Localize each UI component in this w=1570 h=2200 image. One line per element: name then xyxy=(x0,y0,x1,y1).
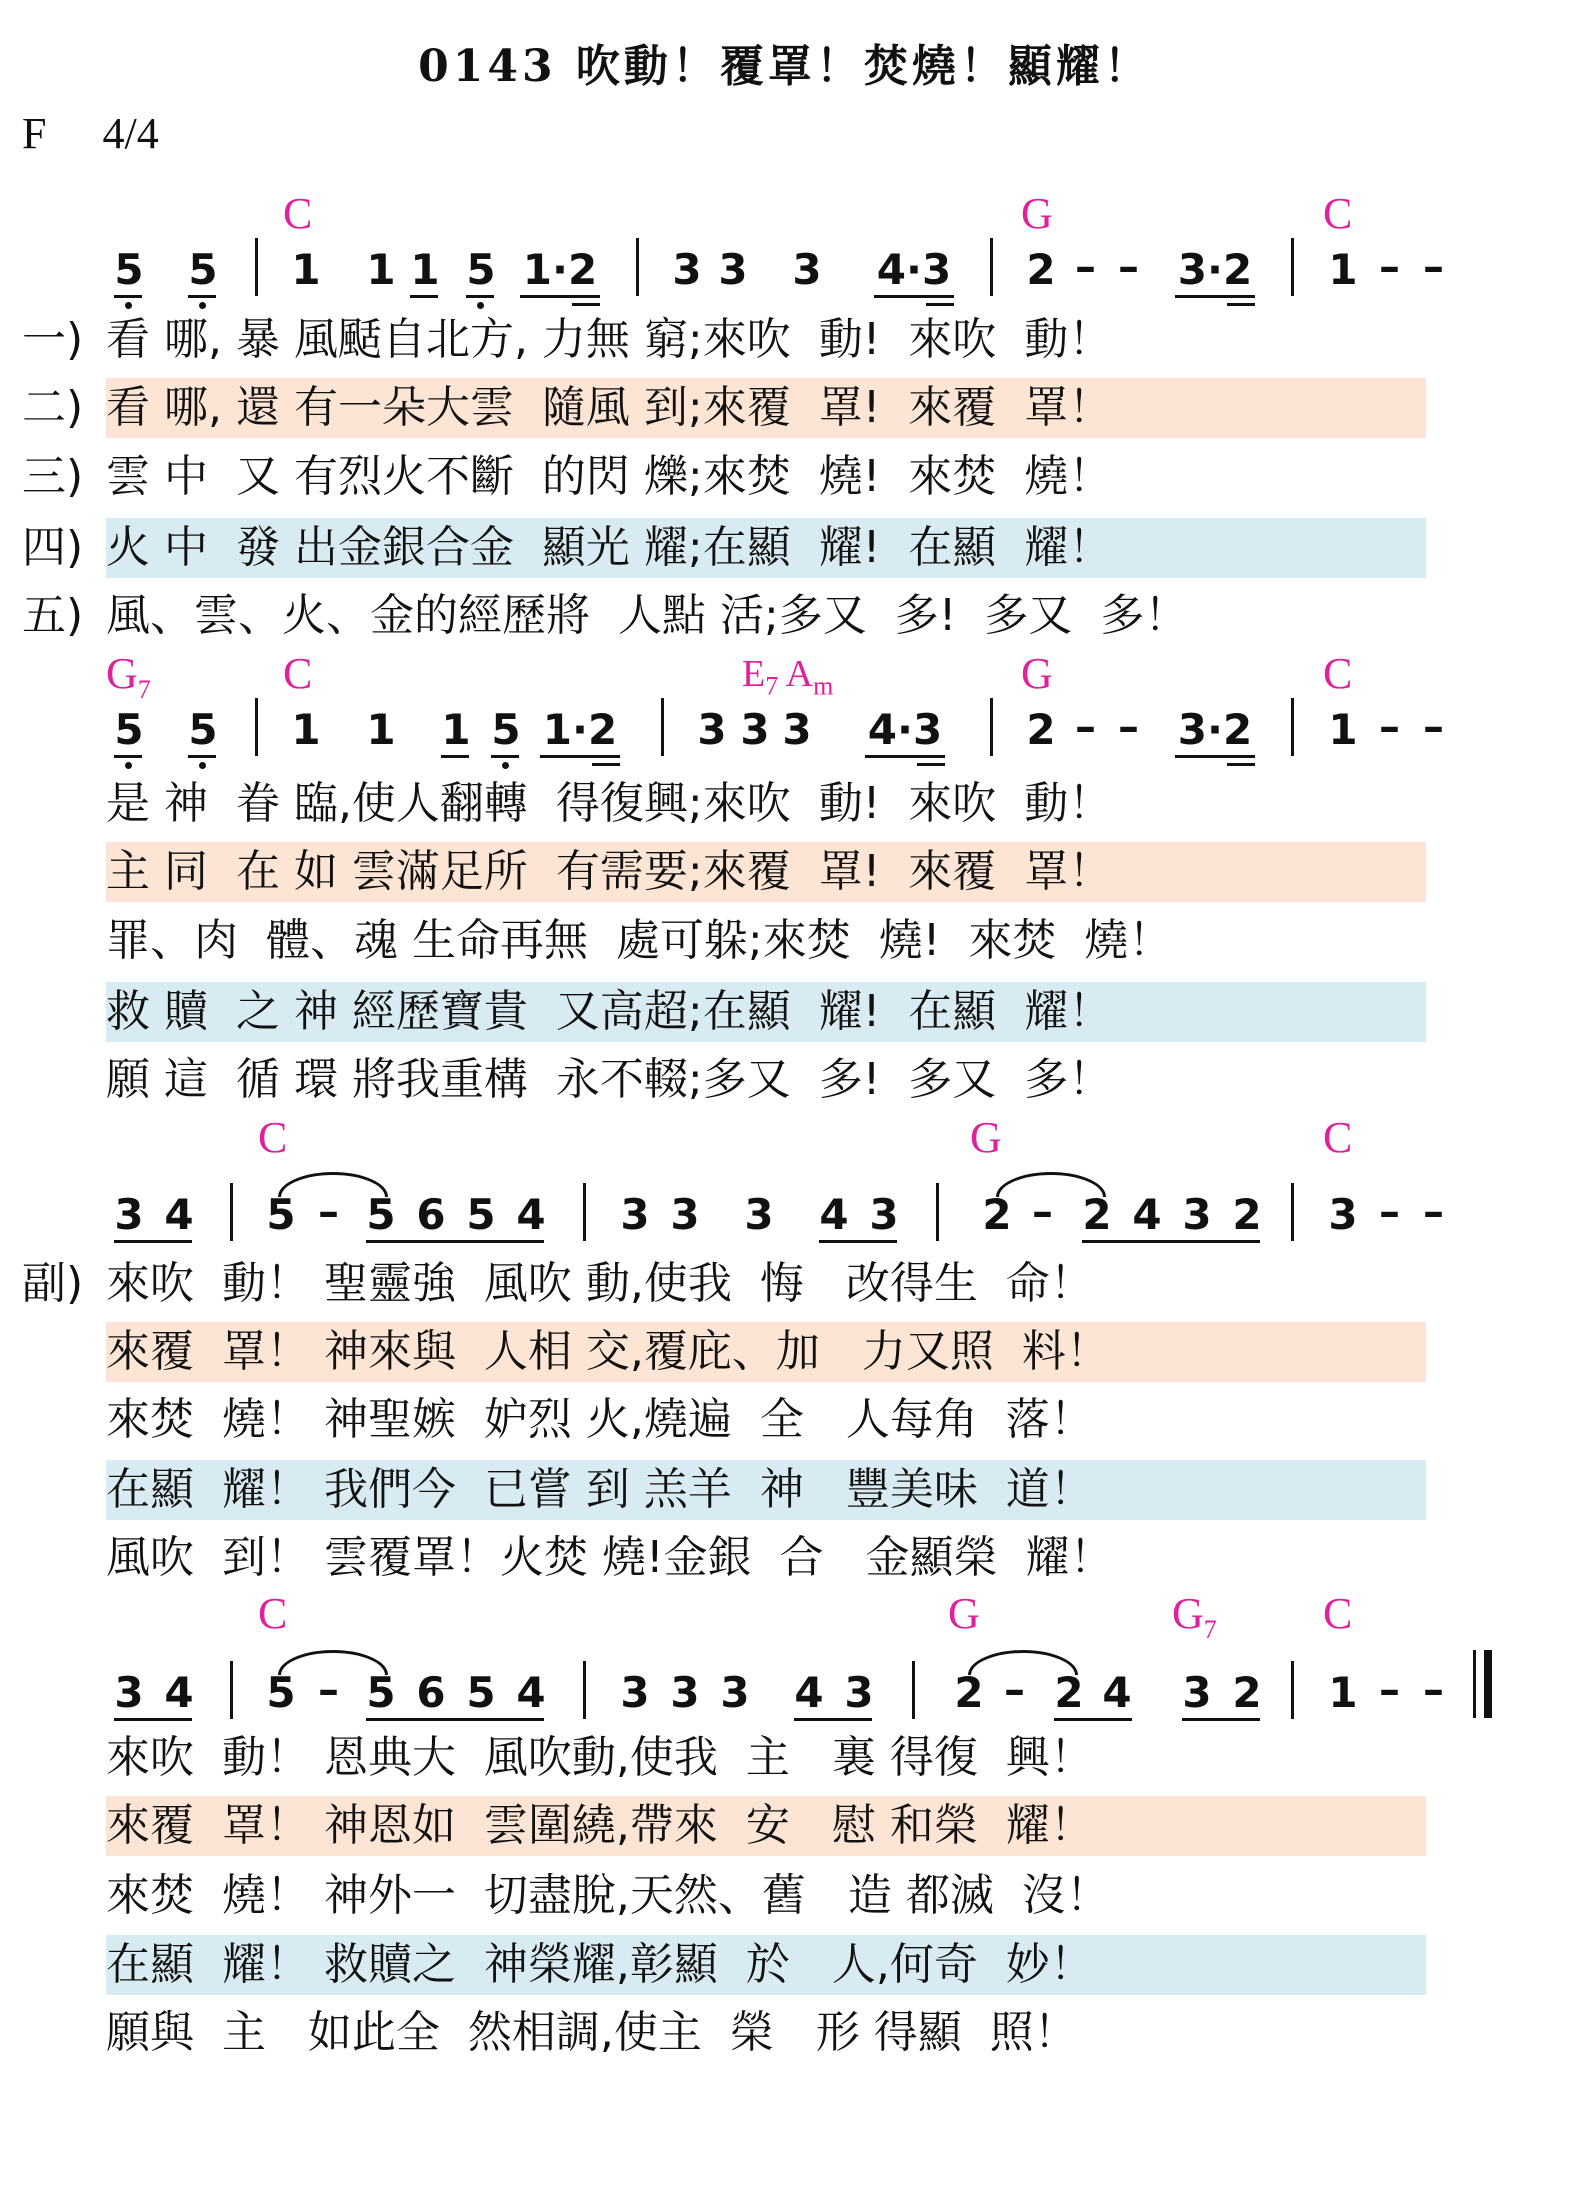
note: 5 xyxy=(366,1668,396,1717)
key: F xyxy=(22,109,47,158)
barline xyxy=(661,698,664,756)
lyric-line: 看 哪, 暴 風颳自北方, 力無 窮;來吹 動! 來吹 動！ xyxy=(106,314,1113,365)
chord: C xyxy=(283,649,313,698)
dash: – xyxy=(1379,702,1400,751)
lyric-line: 來吹 動！ 聖靈強 風吹 動,使我 悔 改得生 命！ xyxy=(106,1258,1094,1309)
barline xyxy=(230,1183,233,1241)
verse-label: 四) xyxy=(22,522,84,573)
dash: – xyxy=(318,1665,339,1714)
underline xyxy=(917,763,945,766)
dash: – xyxy=(1118,242,1139,291)
underline xyxy=(366,1240,544,1243)
underline xyxy=(1175,295,1255,298)
verse-label: 二) xyxy=(22,382,84,433)
chord: G xyxy=(970,1113,1002,1162)
chord: G xyxy=(948,1589,980,1638)
dash: – xyxy=(318,1187,339,1236)
note: 1 xyxy=(441,705,471,754)
note: 3 xyxy=(114,1668,144,1717)
lyric-line: 風吹 到！ 雲覆罩！火焚 燒!金銀 合 金顯榮 耀！ xyxy=(106,1532,1114,1583)
barline xyxy=(1291,1661,1294,1719)
note: 2 xyxy=(1082,1190,1112,1239)
note: 2 xyxy=(1232,1190,1262,1239)
chord-suffix: 7 xyxy=(765,671,779,701)
underline xyxy=(188,755,216,758)
note: 2 xyxy=(982,1190,1012,1239)
note: 5 xyxy=(366,1190,396,1239)
chorus-label: 副) xyxy=(22,1258,84,1309)
barline xyxy=(636,238,639,296)
chord-suffix: m xyxy=(813,671,834,701)
underline xyxy=(114,1718,192,1721)
lyric-line: 來覆 罩！ 神恩如 雲圍繞,帶來 安 慰 和榮 耀！ xyxy=(106,1800,1094,1851)
note: 5 xyxy=(188,245,218,294)
note: 1 xyxy=(366,705,396,754)
verse-label: 五) xyxy=(22,590,84,641)
note: 3 xyxy=(620,1190,650,1239)
barline xyxy=(583,1183,586,1241)
note: 5 xyxy=(266,1190,296,1239)
barline xyxy=(990,698,993,756)
note: 2 xyxy=(1232,1668,1262,1717)
barline xyxy=(1291,238,1294,296)
dot xyxy=(502,762,509,769)
note: 1 xyxy=(1328,705,1358,754)
note: 1 xyxy=(291,245,321,294)
note: 1 xyxy=(366,245,396,294)
note: 5 xyxy=(266,1668,296,1717)
note: 1 xyxy=(410,245,440,294)
dash: – xyxy=(1379,1665,1400,1714)
note: 5 xyxy=(114,705,144,754)
note: 4 xyxy=(1102,1668,1132,1717)
note: 1 xyxy=(1328,245,1358,294)
underline xyxy=(466,295,494,298)
note: 3 xyxy=(1182,1668,1212,1717)
note: 1 xyxy=(291,705,321,754)
note: 3 xyxy=(740,705,770,754)
barline xyxy=(1291,698,1294,756)
dot xyxy=(125,302,132,309)
underline xyxy=(1182,1718,1260,1721)
underline xyxy=(520,295,600,298)
chord: C xyxy=(1323,189,1353,238)
lyric-line: 火 中 發 出金銀合金 顯光 耀;在顯 耀! 在顯 耀！ xyxy=(106,522,1113,573)
note: 3 xyxy=(114,1190,144,1239)
note: 3 xyxy=(744,1190,774,1239)
underline xyxy=(1054,1718,1132,1721)
underline xyxy=(926,303,954,306)
underline xyxy=(366,1718,544,1721)
key-signature xyxy=(22,108,159,159)
note: 3·2 xyxy=(1177,245,1253,294)
note: 3·2 xyxy=(1177,705,1253,754)
note: 3 xyxy=(620,1668,650,1717)
barline xyxy=(990,238,993,296)
underline xyxy=(114,1240,192,1243)
underline xyxy=(410,295,438,298)
note: 5 xyxy=(491,705,521,754)
underline xyxy=(1082,1240,1260,1243)
final-barline-thick xyxy=(1484,1650,1492,1718)
time-signature: 4/4 xyxy=(102,109,159,158)
underline xyxy=(1227,303,1255,306)
note: 4 xyxy=(516,1190,546,1239)
note: 5 xyxy=(466,1668,496,1717)
lyric-line: 願與 主 如此全 然相調,使主 榮 形 得顯 照！ xyxy=(106,2007,1078,2058)
note: 3 xyxy=(697,705,727,754)
note: 4·3 xyxy=(876,245,952,294)
note: 2 xyxy=(1054,1668,1084,1717)
chord-letter: G xyxy=(106,649,138,698)
dash: – xyxy=(1423,1187,1444,1236)
verse-label: 三) xyxy=(22,451,84,502)
note: 1·2 xyxy=(522,245,598,294)
dash: – xyxy=(1075,242,1096,291)
chord xyxy=(106,648,151,705)
chord: C xyxy=(258,1113,288,1162)
note: 3 xyxy=(782,705,812,754)
underline xyxy=(540,755,620,758)
barline xyxy=(912,1661,915,1719)
lyric-line: 看 哪, 還 有一朵大雲 隨風 到;來覆 罩! 來覆 罩！ xyxy=(106,382,1113,433)
chord: C xyxy=(1323,1589,1353,1638)
barline xyxy=(1291,1183,1294,1241)
dot xyxy=(199,762,206,769)
underline xyxy=(865,755,945,758)
note: 3 xyxy=(792,245,822,294)
lyric-line: 救 贖 之 神 經歷寶貴 又高超;在顯 耀! 在顯 耀！ xyxy=(106,986,1113,1037)
chord-suffix: 7 xyxy=(137,674,151,704)
underline xyxy=(491,755,519,758)
note: 4 xyxy=(164,1190,194,1239)
note: 4 xyxy=(516,1668,546,1717)
note: 3 xyxy=(670,1190,700,1239)
underline xyxy=(1175,755,1255,758)
note: 3 xyxy=(1328,1190,1358,1239)
dot xyxy=(125,762,132,769)
dash: – xyxy=(1423,702,1444,751)
note: 1 xyxy=(1328,1668,1358,1717)
lyric-line: 來焚 燒！ 神聖嫉 妒烈 火,燒遍 全 人每角 落！ xyxy=(106,1394,1094,1445)
barline xyxy=(230,1661,233,1719)
lyric-line: 風、雲、火、金的經歷將 人點 活;多又 多! 多又 多！ xyxy=(106,590,1189,641)
lyric-line: 罪、肉 體、魂 生命再無 處可躲;來焚 燒! 來焚 燒！ xyxy=(106,915,1173,966)
underline xyxy=(1227,763,1255,766)
note: 5 xyxy=(188,705,218,754)
note: 3 xyxy=(1182,1190,1212,1239)
note: 4 xyxy=(1132,1190,1162,1239)
chord-suffix: 7 xyxy=(1203,1614,1217,1644)
underline xyxy=(874,295,954,298)
verse-label: 一) xyxy=(22,314,84,365)
note: 3 xyxy=(672,245,702,294)
dot xyxy=(477,302,484,309)
underline xyxy=(188,295,216,298)
underline xyxy=(572,303,600,306)
note: 5 xyxy=(114,245,144,294)
note: 1·2 xyxy=(542,705,618,754)
lyric-line: 在顯 耀！ 我們今 已嘗 到 羔羊 神 豐美味 道！ xyxy=(106,1464,1094,1515)
dot xyxy=(199,302,206,309)
chord xyxy=(742,652,833,702)
note: 3 xyxy=(718,245,748,294)
lyric-line: 主 同 在 如 雲滿足所 有需要;來覆 罩! 來覆 罩！ xyxy=(106,846,1113,897)
underline xyxy=(819,1240,897,1243)
note: 3 xyxy=(720,1668,750,1717)
lyric-line: 是 神 眷 臨,使人翻轉 得復興;來吹 動! 來吹 動！ xyxy=(106,778,1113,829)
final-barline-thin xyxy=(1473,1650,1476,1718)
lyric-line: 來吹 動！ 恩典大 風吹動,使我 主 裏 得復 興！ xyxy=(106,1732,1094,1783)
underline xyxy=(114,295,142,298)
dash: – xyxy=(1379,242,1400,291)
dash: – xyxy=(1075,702,1096,751)
dash: – xyxy=(1423,1665,1444,1714)
dash: – xyxy=(1004,1665,1025,1714)
dash: – xyxy=(1118,702,1139,751)
chord: G xyxy=(1021,649,1053,698)
dash: – xyxy=(1423,242,1444,291)
lyric-line: 來焚 燒！ 神外一 切盡脫,天然、舊 造 都滅 沒！ xyxy=(106,1870,1110,1921)
note: 4 xyxy=(794,1668,824,1717)
barline xyxy=(583,1661,586,1719)
note: 2 xyxy=(1026,245,1056,294)
barline xyxy=(936,1183,939,1241)
lyric-line: 雲 中 又 有烈火不斷 的閃 爍;來焚 燒! 來焚 燒！ xyxy=(106,451,1113,502)
chord-letter: E xyxy=(742,653,766,695)
underline xyxy=(794,1718,872,1721)
note: 4 xyxy=(819,1190,849,1239)
note: 6 xyxy=(416,1190,446,1239)
underline xyxy=(441,755,469,758)
underline xyxy=(592,763,620,766)
chord xyxy=(1172,1588,1217,1645)
chord-letter: A xyxy=(785,653,814,695)
note: 5 xyxy=(466,1190,496,1239)
chord: C xyxy=(1323,1113,1353,1162)
note: 4 xyxy=(164,1668,194,1717)
note: 2 xyxy=(1026,705,1056,754)
barline xyxy=(255,238,258,296)
note: 4·3 xyxy=(867,705,943,754)
chord: C xyxy=(1323,649,1353,698)
note: 5 xyxy=(466,245,496,294)
underline xyxy=(114,755,142,758)
note: 3 xyxy=(869,1190,899,1239)
lyric-line: 在顯 耀！ 救贖之 神榮耀,彰顯 於 人,何奇 妙！ xyxy=(106,1939,1094,1990)
lyric-line: 來覆 罩！ 神來與 人相 交,覆庇、加 力又照 料！ xyxy=(106,1326,1110,1377)
dash: – xyxy=(1379,1187,1400,1236)
note: 3 xyxy=(670,1668,700,1717)
dash: – xyxy=(1032,1187,1053,1236)
note: 6 xyxy=(416,1668,446,1717)
chord: C xyxy=(283,189,313,238)
barline xyxy=(255,698,258,756)
chord: G xyxy=(1021,189,1053,238)
chord: C xyxy=(258,1589,288,1638)
song-title: 0143 吹動！覆罩！焚燒！顯耀！ xyxy=(418,41,1152,92)
note: 3 xyxy=(844,1668,874,1717)
note: 2 xyxy=(954,1668,984,1717)
chord-letter: G xyxy=(1172,1589,1204,1638)
lyric-line: 願 這 循 環 將我重構 永不輟;多又 多! 多又 多！ xyxy=(106,1054,1113,1105)
